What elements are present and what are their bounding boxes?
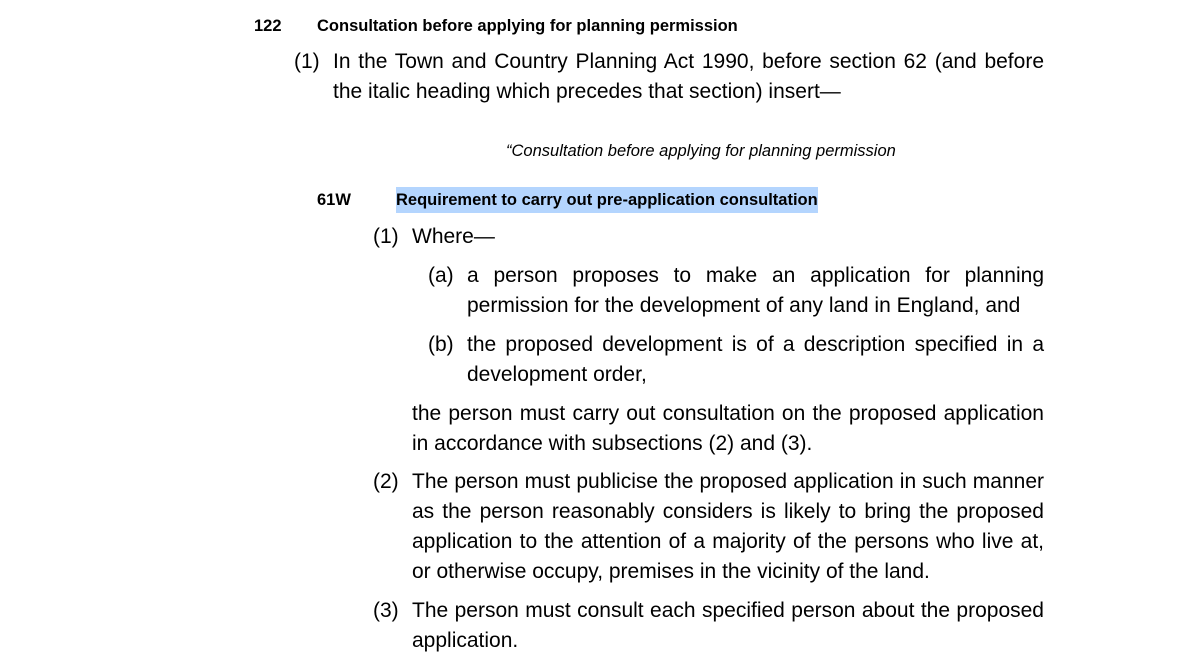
para1-label: (1)	[373, 225, 399, 248]
inserted-italic-heading	[506, 141, 896, 161]
para3-label: (3)	[373, 599, 399, 622]
inserted-section-number: 61W	[317, 191, 351, 209]
section-title: Consultation before applying for planning permission	[317, 17, 738, 35]
para1-a-text: a person proposes to make an application for planning permission for the development of any land in England, and	[467, 264, 1044, 317]
para1-b-label: (b)	[428, 333, 454, 356]
para2-label: (2)	[373, 470, 399, 493]
italic-heading-text: Consultation before applying for planning permission	[511, 142, 896, 160]
para2-text: The person must publicise the proposed application in such manner as the person reasonably considers is likely to bring the proposed application to the attention of a majority of the persons who live at, or otherwise occupy, premises in the vicinity of the land.	[412, 470, 1044, 583]
inserted-section-title[interactable]	[396, 190, 818, 210]
selected-text[interactable]: Requirement to carry out pre-application consultation	[396, 187, 818, 213]
para1-intro: Where—	[412, 225, 495, 248]
para1-a-label: (a)	[428, 264, 454, 287]
section-number: 122	[254, 17, 282, 35]
para1-b-text: the proposed development is of a description specified in a development order,	[467, 333, 1044, 386]
open-quote: “	[506, 142, 512, 160]
subsection-label: (1)	[294, 50, 320, 73]
subsection-text: In the Town and Country Planning Act 1990, before section 62 (and before the italic heading which precedes that section) insert—	[333, 50, 1044, 103]
para3-text: The person must consult each specified person about the proposed application.	[412, 599, 1044, 652]
para1-closing: the person must carry out consultation on the proposed application in accordance with subsections (2) and (3).	[412, 402, 1044, 455]
